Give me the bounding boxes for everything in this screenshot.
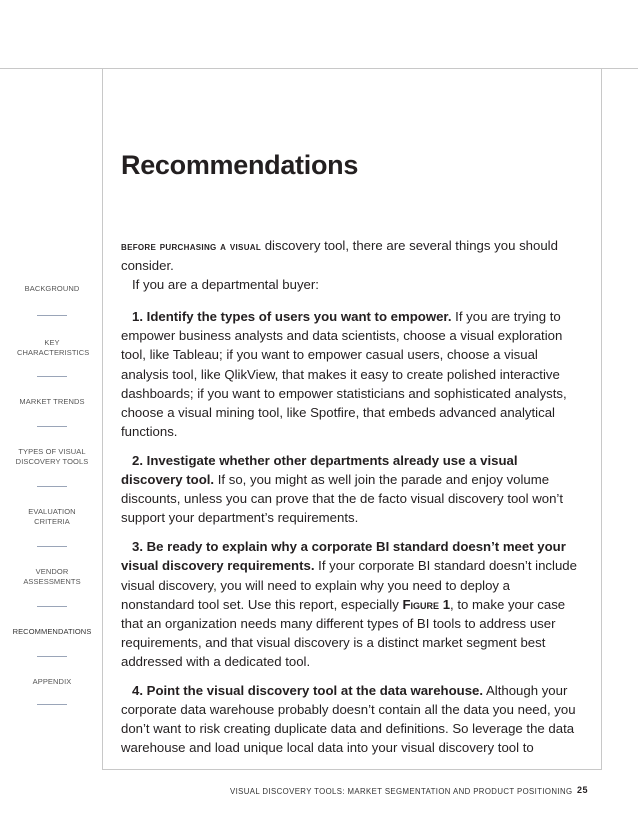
recommendation-text: If you are trying to empower business analysts and data scientists, choose a visual exploration tool, like Tableau; if you want to empower casual users, choose a visual analysis tool, like QlikView, that makes it easy to create polished interactive dashboards; if you want to empower statisticians and sophisticated analysts, choose a visual mining tool, like Spotfire, that embeds advanced analytical functions. (121, 309, 567, 439)
nav-item-label: VENDOR ASSESSMENTS (23, 567, 81, 586)
nav-item-appendix[interactable]: APPENDIX (32, 677, 72, 686)
recommendation-heading: 4. Point the visual discovery tool at the data warehouse. (132, 682, 484, 698)
section-nav (0, 284, 104, 705)
bottom-rule (102, 769, 601, 770)
nav-item-evaluation-criteria[interactable] (27, 507, 77, 527)
page-title: Recommendations (121, 150, 359, 180)
nav-item-types-of-tools[interactable] (13, 447, 91, 467)
recommendation-text: If so, you might as well join the parade and enjoy volume discounts, unless you can prove that the de facto visual discovery tool won’t support your department’s requirements. (121, 472, 564, 526)
running-footer-title: VISUAL DISCOVERY TOOLS: MARKET SEGMENTATION AND PRODUCT POSITIONING (230, 787, 573, 796)
right-column-rule (601, 68, 602, 770)
nav-divider (37, 315, 67, 316)
nav-divider (37, 426, 67, 427)
nav-item-key-characteristics[interactable] (17, 338, 90, 358)
top-rule (0, 68, 638, 69)
nav-divider (37, 656, 67, 657)
recommendation-2 (121, 451, 579, 527)
intro-paragraph (121, 236, 579, 275)
nav-divider (37, 546, 67, 547)
nav-divider (37, 376, 67, 377)
recommendation-text: If your corporate BI standard doesn’t include visual discovery, you will need to explain why you need to deploy a nonstandard tool set. Use this report, especially (121, 558, 577, 612)
nav-divider (37, 606, 67, 607)
intro-lead-in: before purchasing a visual (121, 239, 262, 253)
recommendation-heading: 2. Investigate whether other departments already use a visual discovery tool. (121, 452, 518, 488)
buyer-intro: If you are a departmental buyer: (132, 277, 319, 293)
nav-item-recommendations[interactable]: RECOMMENDATIONS (12, 627, 92, 636)
recommendation-3 (121, 537, 579, 671)
recommendation-heading: 1. Identify the types of users you want to empower. (132, 309, 452, 325)
intro-text: discovery tool, there are several things you should consider. (121, 238, 558, 274)
page-number: 25 (577, 785, 589, 795)
recommendation-1 (121, 307, 579, 441)
nav-item-background[interactable]: BACKGROUND (24, 284, 80, 293)
nav-divider (37, 704, 67, 705)
figure-reference-link[interactable]: Figure 1 (402, 596, 451, 612)
nav-divider (37, 486, 67, 487)
recommendation-4 (121, 681, 579, 757)
recommendation-heading: 3. Be ready to explain why a corporate BI standard doesn’t meet your visual discovery requirements. (121, 539, 566, 574)
article-body (121, 236, 579, 757)
nav-item-label: TYPES OF VISUAL DISCOVERY TOOLS (15, 447, 89, 466)
recommendation-text: , to make your case that an organization needs many different types of BI tools to address user requirements, and that visual discovery is a distinct market segment best addressed with a dedicated tool. (121, 596, 566, 669)
nav-item-label: EVALUATION CRITERIA (28, 507, 76, 526)
nav-item-label: KEY CHARACTERISTICS (17, 338, 90, 357)
nav-item-market-trends[interactable]: MARKET TRENDS (19, 397, 85, 406)
recommendation-text: Although your corporate data warehouse probably doesn’t contain all the data you need, you don’t want to risk creating duplicate data and definitions. So leverage the data warehouse and load unique local data into your visual discovery tool to (121, 682, 576, 756)
nav-item-vendor-assessments[interactable] (22, 567, 82, 587)
